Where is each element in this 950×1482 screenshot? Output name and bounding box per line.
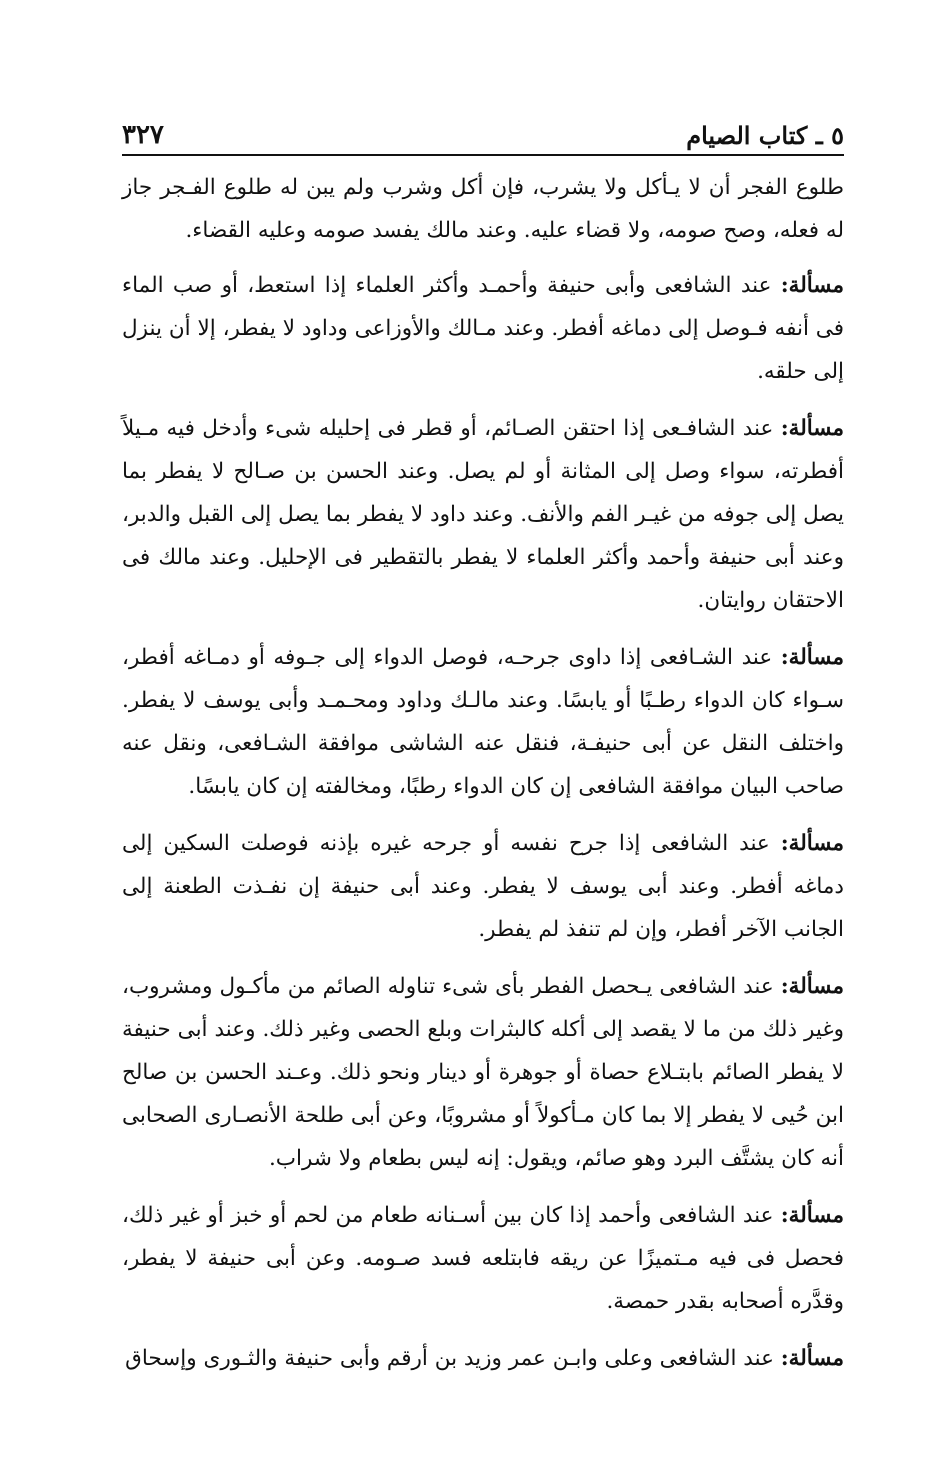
paragraph-text: عند الشافـعى إذا احتقن الصـائم، أو قطر فى إحليله شىء وأدخل فيه مـيلاً أفطرته، سواء وصل إلى المثانة أو لم يصل. وعند الحسن بن صـالح لا يفطر بما يصل إلى جوفه من غيـر الفم والأنف. وعند داود لا يفطر بما يصل إلى القبل والدبر، وعند أبى حنيفة وأحمد وأكثر العلماء لا يفطر بالتقطير فى الإحليل. وعند مالك فى الاحتقان روايتان. xyxy=(122,416,844,613)
paragraph xyxy=(122,965,844,1180)
paragraph-text: عند الشافعى إذا جرح نفسه أو جرحه غيره بإذنه فوصلت السكين إلى دماغه أفطر. وعند أبى يوسف لا يفطر. وعند أبى حنيفة إن نفـذت الطعنة إلى الجانب الآخر أفطر، وإن لم تنفذ لم يفطر. xyxy=(122,831,844,942)
paragraph xyxy=(122,407,844,622)
paragraph-text: عند الشافعى وعلى وابـن عمر وزيد بن أرقم وأبى حنيفة والثـورى وإسحاق xyxy=(125,1346,781,1371)
chapter-title: ٥ ـ كتاب الصيام xyxy=(686,121,844,150)
paragraph xyxy=(122,822,844,951)
paragraph xyxy=(122,1337,844,1380)
paragraph-text: طلوع الفجر أن لا يـأكل ولا يشرب، فإن أكل وشرب ولم يبن له طلوع الفـجر جاز له فعله، وصح صومه، ولا قضاء عليه. وعند مالك يفسد صومه وعليه القضاء. xyxy=(122,175,844,243)
body-text xyxy=(122,166,844,1380)
paragraph xyxy=(122,636,844,808)
issue-label: مسألة: xyxy=(780,1346,844,1371)
paragraph xyxy=(122,264,844,393)
paragraph xyxy=(122,166,844,252)
issue-label: مسألة: xyxy=(780,645,844,670)
issue-label: مسألة: xyxy=(780,1203,844,1228)
book-page xyxy=(122,100,844,1460)
paragraph xyxy=(122,1194,844,1323)
running-header xyxy=(122,100,844,156)
paragraph-text: عند الشافعى يـحصل الفطر بأى شىء تناوله الصائم من مأكـول ومشروب، وغير ذلك من ما لا يقصد إلى أكله كالبثرات وبلع الحصى وغير ذلك. وعند أبى حنيفة لا يفطر الصائم بابتـلاع حصاة أو جوهرة أو دينار ونحو ذلك. وعـند الحسن بن صالح ابن حُيى لا يفطر إلا بما كان مـأكولاً أو مشروبًا، وعن أبى طلحة الأنصـارى الصحابى أنه كان يشتَّف البرد وهو صائم، ويقول: إنه ليس بطعام ولا شراب. xyxy=(122,974,845,1171)
issue-label: مسألة: xyxy=(780,974,844,999)
issue-label: مسألة: xyxy=(780,831,844,856)
issue-label: مسألة: xyxy=(780,416,844,441)
issue-label: مسألة: xyxy=(780,273,844,298)
paragraph-text: عند الشـافعى إذا داوى جرحـه، فوصل الدواء إلى جـوفه أو دمـاغه أفطر، سـواء كان الدواء رطـبًا أو يابسًا. وعند مالـك وداود ومحـمـد وأبى يوسف لا يفطر. واختلف النقل عن أبى حنيفـة، فنقل عنه الشاشى موافقة الشـافعى، ونقل عنه صاحب البيان موافقة الشافعى إن كان الدواء رطبًا، ومخالفته إن كان يابسًا. xyxy=(122,645,844,799)
page-number: ٣٢٧ xyxy=(122,120,164,150)
paragraph-text: عند الشافعى وأحمد إذا كان بين أسـنانه طعام من لحم أو خبز أو غير ذلك، فحصل فى فيه مـتميزًا عن ريقه فابتلعه فسد صـومه. وعن أبى حنيفة لا يفطر، وقدَّره أصحابه بقدر حمصة. xyxy=(122,1203,844,1314)
paragraph-text: عند الشافعى وأبى حنيفة وأحمـد وأكثر العلماء إذا استعط، أو صب الماء فى أنفه فـوصل إلى دماغه أفطر. وعند مـالك والأوزاعى وداود لا يفطر، إلا أن ينزل إلى حلقه. xyxy=(122,273,844,384)
